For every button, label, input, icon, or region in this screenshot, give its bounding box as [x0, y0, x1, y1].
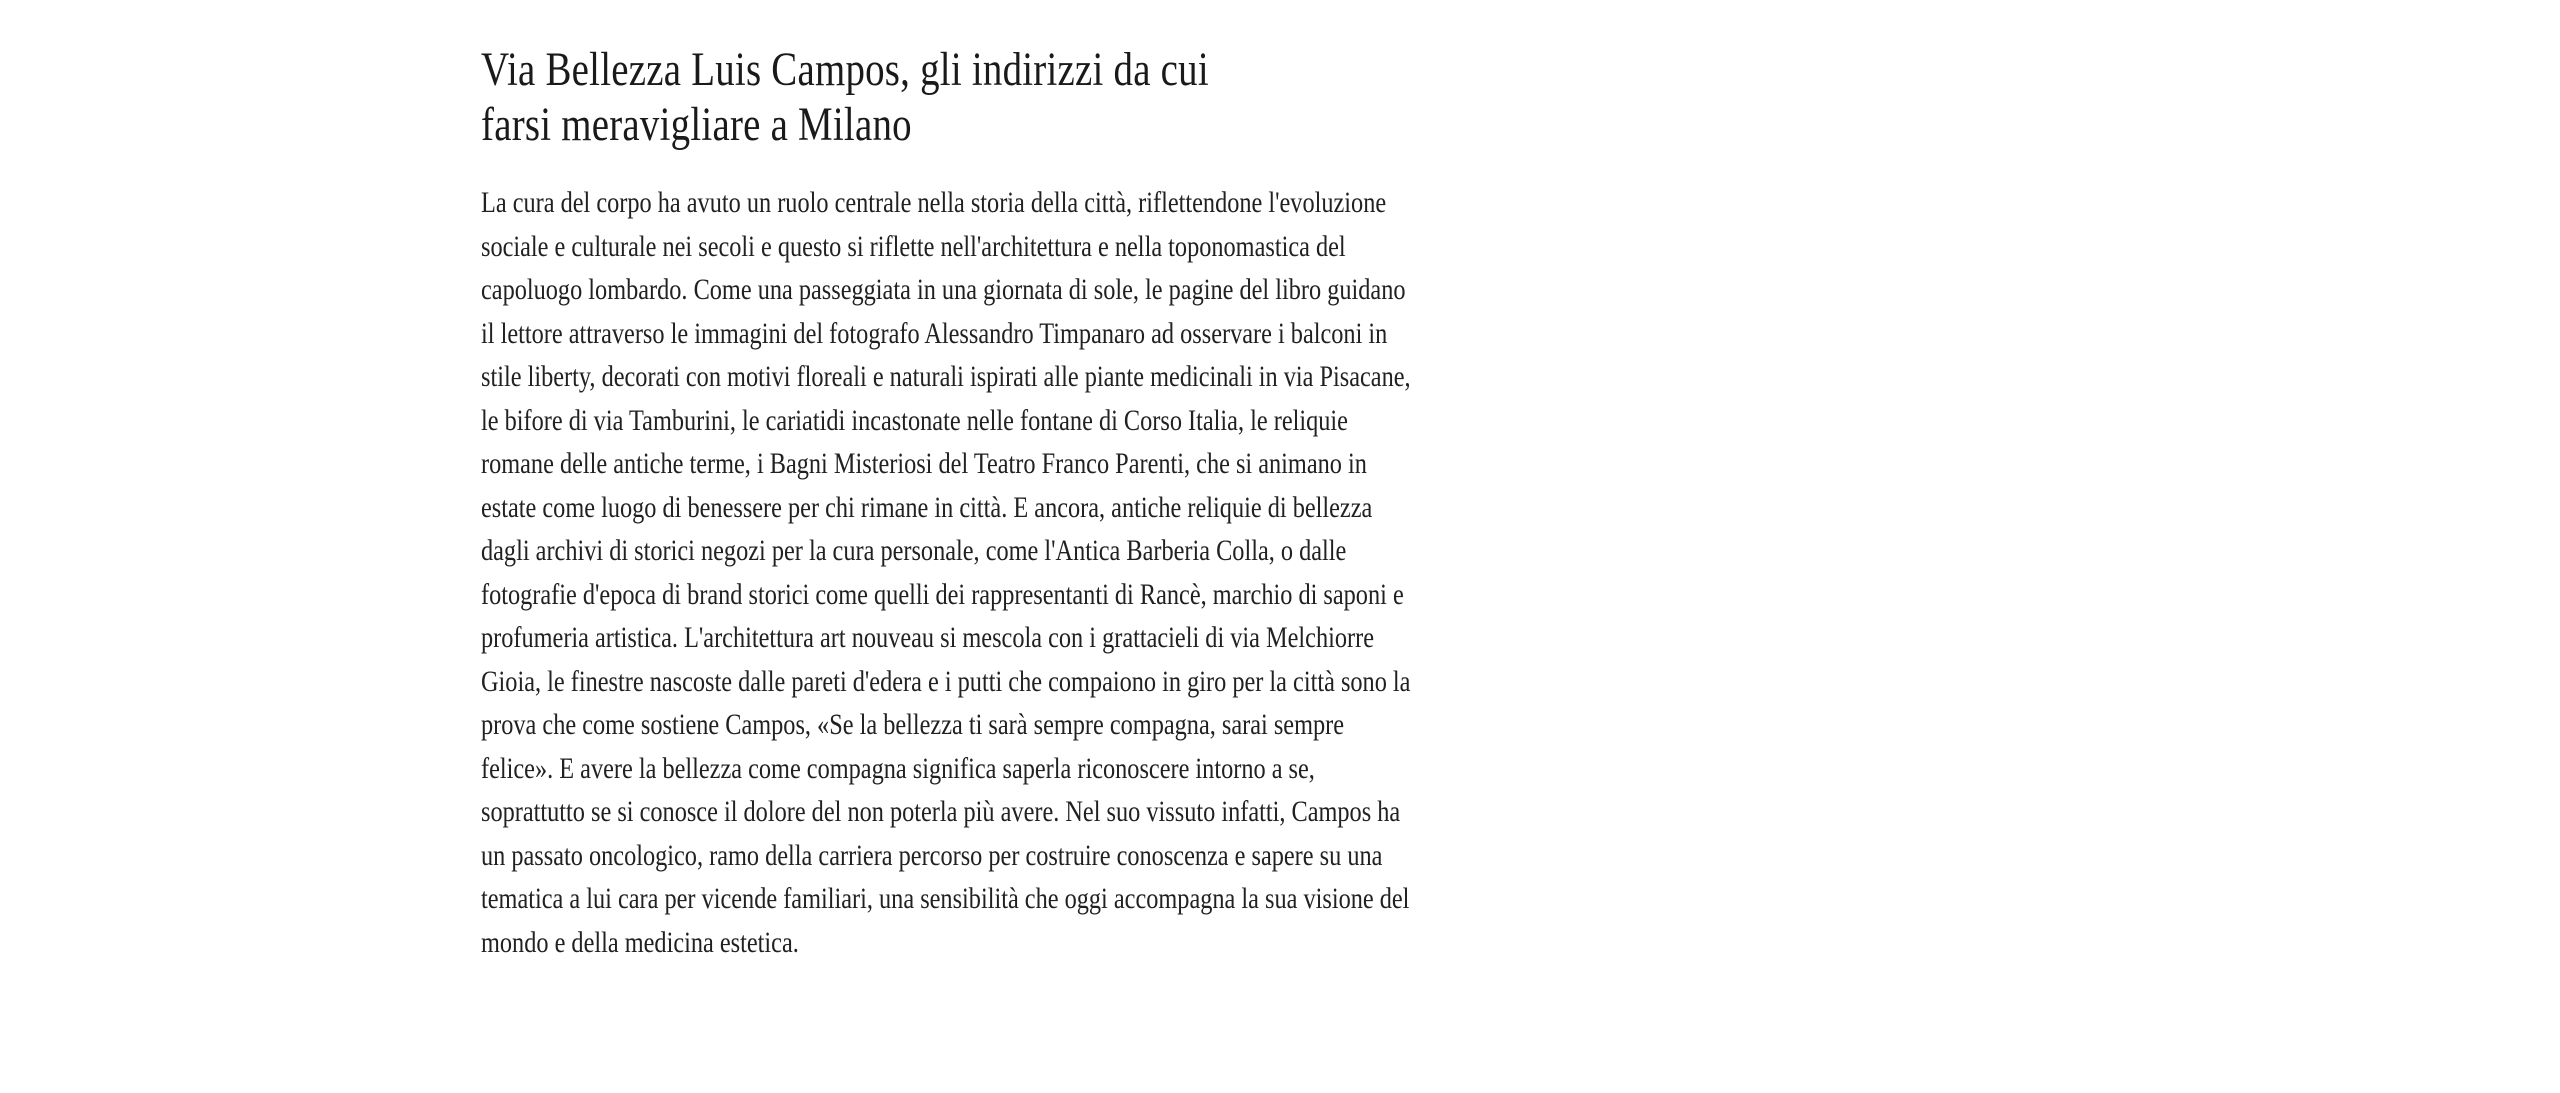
article-title	[481, 42, 1421, 152]
article-body-paragraph: La cura del corpo ha avuto un ruolo centrale nella storia della città, riflettendone l'evoluzione sociale e culturale nei secoli e questo si riflette nell'architettura e nella toponomastica del capoluogo lombardo. Come una passeggiata in una giornata di sole, le pagine del libro guidano il lettore attraverso le immagini del fotografo Alessandro Timpanaro ad osservare i balconi in stile liberty, decorati con motivi floreali e naturali ispirati alle piante medicinali in via Pisacane, le bifore di via Tamburini, le cariatidi incastonate nelle fontane di Corso Italia, le reliquie romane delle antiche terme, i Bagni Misteriosi del Teatro Franco Parenti, che si animano in estate come luogo di benessere per chi rimane in città. E ancora, antiche reliquie di bellezza dagli archivi di storici negozi per la cura personale, come l'Antica Barberia Colla, o dalle fotografie d'epoca di brand storici come quelli dei rappresentanti di Rancè, marchio di saponi e profumeria artistica. L'architettura art nouveau si mescola con i grattacieli di via Melchiorre Gioia, le finestre nascoste dalle pareti d'edera e i putti che compaiono in giro per la città sono la prova che come sostiene Campos, «Se la bellezza ti sarà sempre compagna, sarai sempre felice». E avere la bellezza come compagna significa saperla riconoscere intorno a se, soprattutto se si conosce il dolore del non poterla più avere. Nel suo vissuto infatti, Campos ha un passato oncologico, ramo della carriera percorso per costruire conoscenza e sapere su una tematica a lui cara per vicende familiari, una sensibilità che oggi accompagna la sua visione del mondo e della medicina estetica.	[481, 186, 1411, 959]
article-title-line-2: farsi meravigliare a Milano	[481, 98, 912, 151]
article-title-line-1: Via Bellezza Luis Campos, gli indirizzi da cui	[481, 43, 1209, 96]
article	[481, 42, 1421, 964]
